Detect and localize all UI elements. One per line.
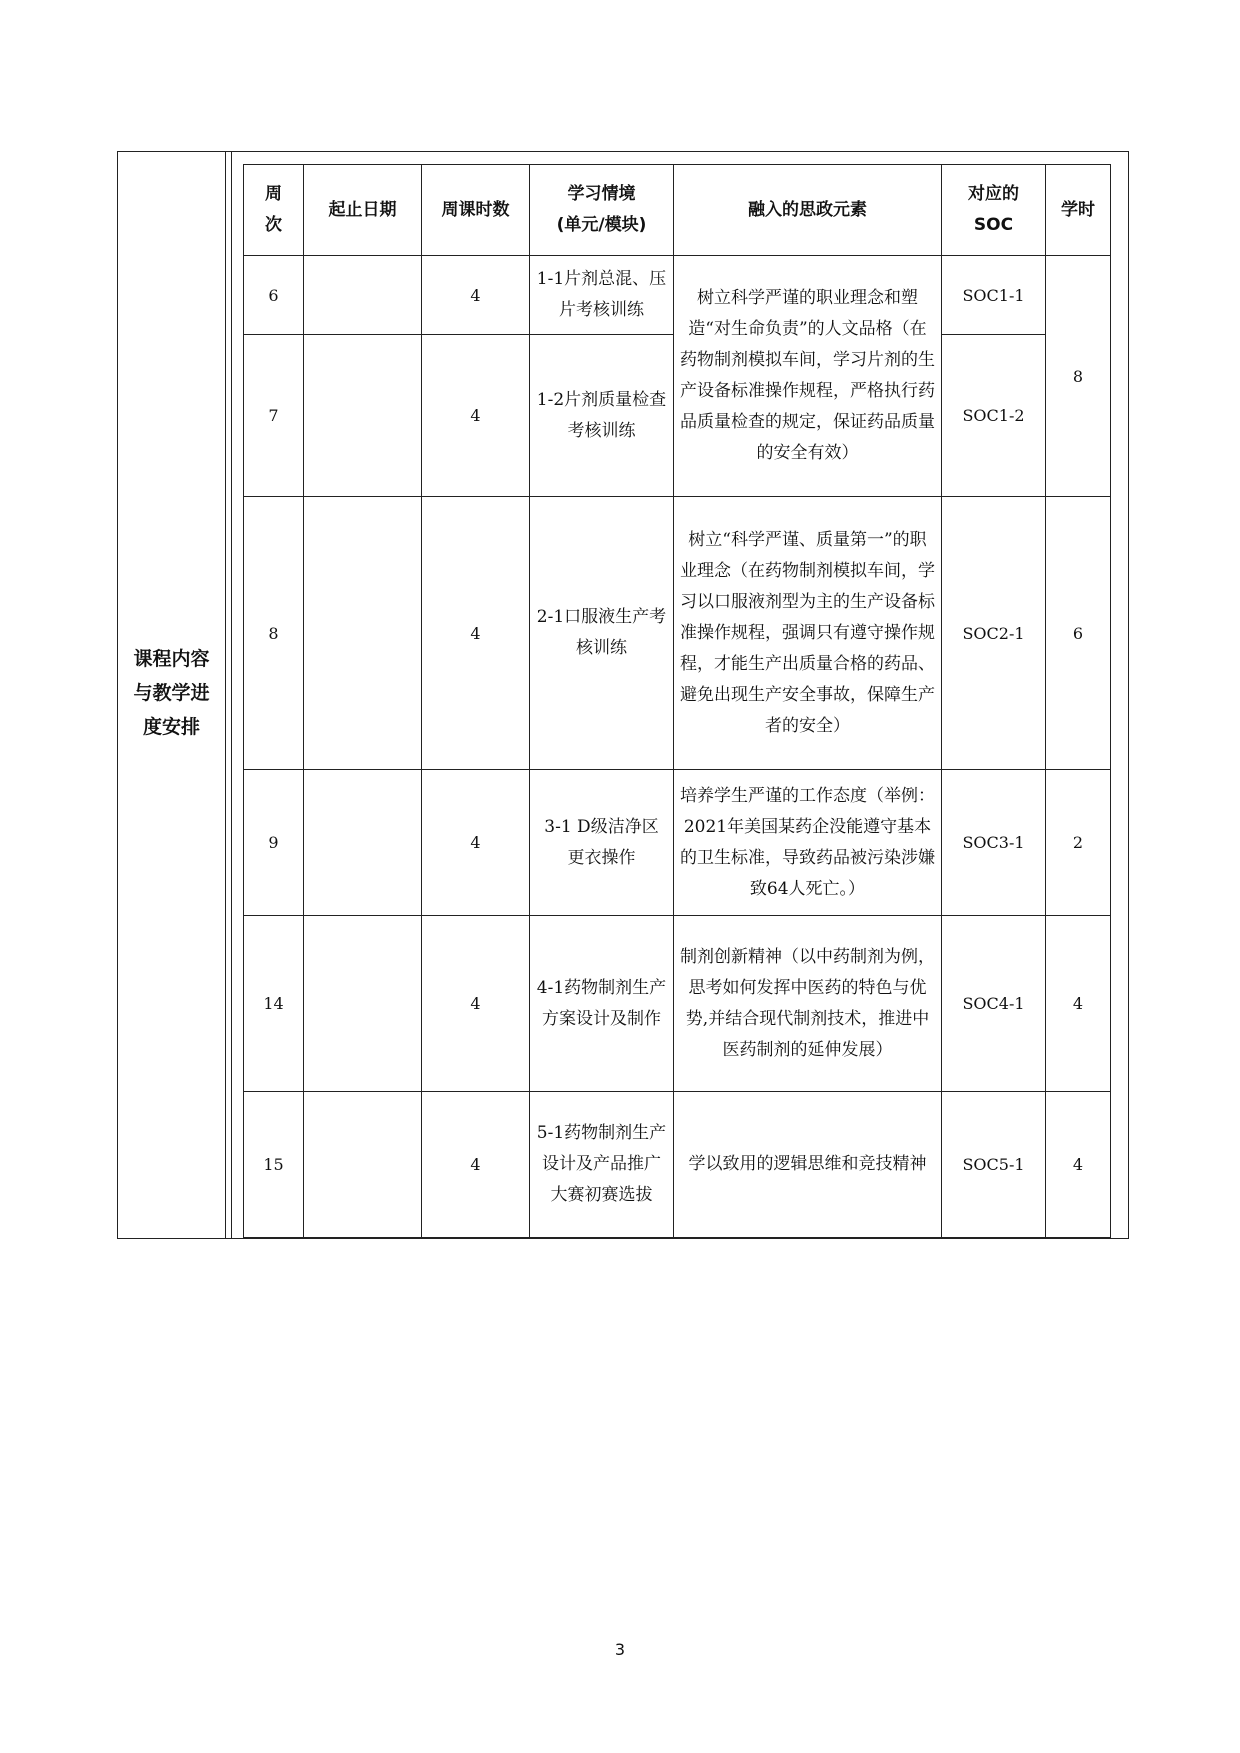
header-soc: 对应的 SOC [942,165,1046,256]
cell-ideology: 制剂创新精神（以中药制剂为例，思考如何发挥中医药的特色与优势,并结合现代制剂技术，推进中医药制剂的延伸发展） [674,916,942,1092]
cell-soc: SOC1-1 [942,256,1046,335]
cell-module: 4-1药物制剂生产方案设计及制作 [530,916,674,1092]
cell-soc: SOC1-2 [942,335,1046,497]
header-dates: 起止日期 [304,165,422,256]
cell-hours: 6 [1046,497,1111,770]
cell-soc: SOC4-1 [942,916,1046,1092]
cell-hours-per-week: 4 [422,1092,530,1238]
cell-week: 7 [244,335,304,497]
table-row [244,497,1111,770]
cell-hours: 8 [1046,256,1111,497]
schedule-table [243,164,1111,1238]
cell-hours: 4 [1046,1092,1111,1238]
cell-dates [304,916,422,1092]
cell-hours: 4 [1046,916,1111,1092]
cell-week: 8 [244,497,304,770]
table-row [244,770,1111,916]
header-week: 周 次 [244,165,304,256]
table-row [244,916,1111,1092]
header-hours-per-week: 周课时数 [422,165,530,256]
cell-module: 1-1片剂总混、压片考核训练 [530,256,674,335]
cell-hours-per-week: 4 [422,916,530,1092]
page-number: 3 [614,1640,626,1659]
table-row [244,1092,1111,1238]
cell-ideology: 树立科学严谨的职业理念和塑造“对生命负责”的人文品格（在药物制剂模拟车间，学习片剂的生产设备标准操作规程，严格执行药品质量检查的规定，保证药品质量的安全有效） [674,256,942,497]
cell-ideology: 学以致用的逻辑思维和竞技精神 [674,1092,942,1238]
header-row [244,165,1111,256]
course-schedule-frame [117,151,1129,1239]
frame-divider [225,152,226,1238]
cell-week: 6 [244,256,304,335]
cell-dates [304,1092,422,1238]
cell-soc: SOC3-1 [942,770,1046,916]
cell-hours-per-week: 4 [422,256,530,335]
cell-hours-per-week: 4 [422,335,530,497]
cell-ideology: 培养学生严谨的工作态度（举例：2021年美国某药企没能遵守基本的卫生标准，导致药品被污染涉嫌致64人死亡。） [674,770,942,916]
cell-module: 3-1 D级洁净区更衣操作 [530,770,674,916]
cell-hours-per-week: 4 [422,770,530,916]
cell-dates [304,335,422,497]
cell-dates [304,256,422,335]
section-label: 课程内容 与教学进 度安排 [133,648,210,738]
cell-soc: SOC5-1 [942,1092,1046,1238]
cell-week: 14 [244,916,304,1092]
cell-week: 9 [244,770,304,916]
cell-dates [304,770,422,916]
header-module: 学习情境 (单元/模块) [530,165,674,256]
header-ideology: 融入的思政元素 [674,165,942,256]
cell-module: 5-1药物制剂生产设计及产品推广大赛初赛选拔 [530,1092,674,1238]
cell-module: 1-2片剂质量检查考核训练 [530,335,674,497]
cell-dates [304,497,422,770]
cell-hours-per-week: 4 [422,497,530,770]
cell-hours: 2 [1046,770,1111,916]
cell-soc: SOC2-1 [942,497,1046,770]
header-hours: 学时 [1046,165,1111,256]
frame-divider [231,152,232,1238]
table-row [244,256,1111,335]
cell-ideology: 树立“科学严谨、质量第一”的职业理念（在药物制剂模拟车间，学习以口服液剂型为主的生产设备标准操作规程，强调只有遵守操作规程，才能生产出质量合格的药品、避免出现生产安全事故，保障生产者的安全） [674,497,942,770]
cell-module: 2-1口服液生产考核训练 [530,497,674,770]
cell-week: 15 [244,1092,304,1238]
